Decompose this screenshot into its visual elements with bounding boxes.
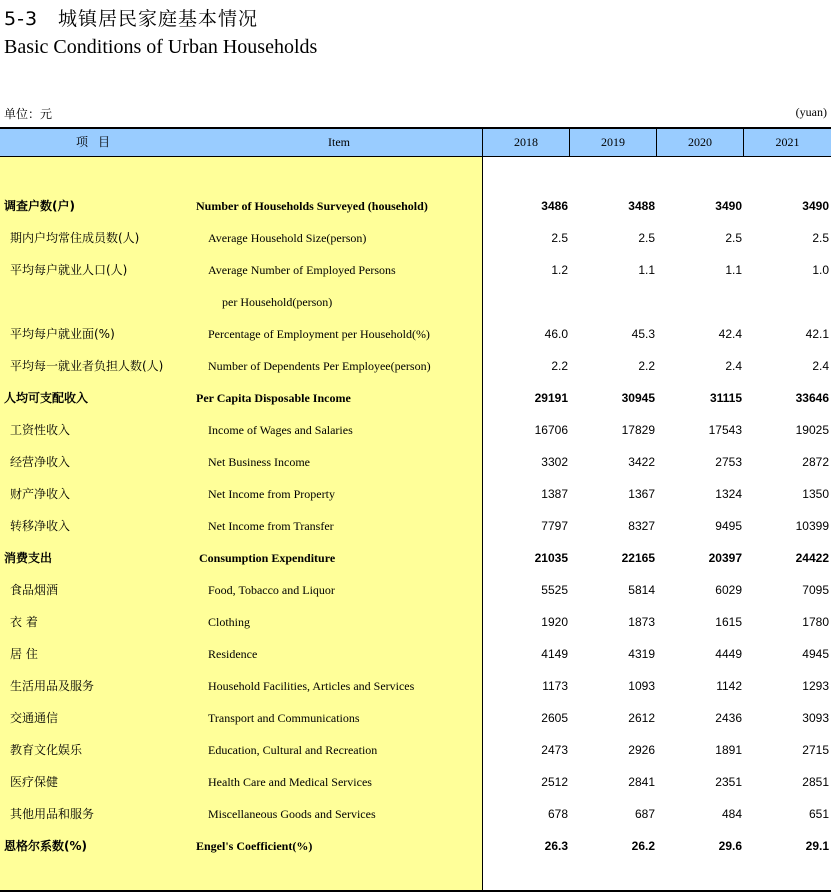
row-value-2021: 29.1 [805,839,829,853]
table-row [0,734,831,766]
unit-label-english: (yuan) [795,105,827,119]
table-row [0,702,831,734]
row-value-2020 [662,286,742,318]
row-value-2019: 2926 [628,743,655,757]
row-value-2019: 2612 [628,711,655,725]
row-value-2020: 42.4 [718,327,742,341]
row-value-2019: 5814 [628,583,655,597]
row-label-chinese: 工资性收入 [10,423,71,437]
row-value-2018: 21035 [534,551,568,565]
header-year-2019: 2019 [601,135,625,149]
row-label-chinese: 人均可支配收入 [4,391,89,405]
row-label-chinese: 其他用品和服务 [10,807,95,821]
table-row [0,638,831,670]
header-year-2021: 2021 [775,135,800,149]
row-label-english: Household Facilities, Articles and Services [208,679,415,693]
row-value-2018: 1387 [541,487,568,501]
row-label-english: Consumption Expenditure [199,551,336,565]
row-label-english: per Household(person) [222,295,333,309]
table-row [0,382,831,414]
row-value-2021: 10399 [795,519,829,533]
row-label-english: Number of Households Surveyed (household) [196,199,428,213]
row-label-english: Net Income from Property [208,487,335,501]
row-label-english: Transport and Communications [208,711,360,725]
row-label-chinese: 教育文化娱乐 [10,743,83,757]
row-value-2019: 30945 [621,391,655,405]
row-label-english: Net Business Income [208,455,310,469]
row-label-chinese: 食品烟酒 [10,583,59,597]
table-header [0,129,831,157]
table-row [0,222,831,254]
table-row [0,830,831,862]
row-label-english: Net Income from Transfer [208,519,334,533]
row-value-2019: 1367 [628,487,655,501]
table-row [0,318,831,350]
row-label-chinese: 衣 着 [10,615,38,629]
row-label-english: Per Capita Disposable Income [196,391,351,405]
row-label-english: Residence [208,647,258,661]
row-value-2019: 3422 [628,455,655,469]
row-value-2018: 3486 [541,199,568,213]
row-label-chinese: 平均每一就业者负担人数(人) [10,359,164,373]
table-row [0,670,831,702]
row-value-2021: 651 [808,807,829,821]
row-value-2020: 2.5 [725,231,742,245]
row-label-english: Percentage of Employment per Household(%) [208,327,430,341]
row-label-english: Engel's Coefficient(%) [196,839,313,853]
header-year-2018: 2018 [514,135,538,149]
table-row [0,606,831,638]
unit-label-chinese: 单位：元 [4,107,53,121]
row-value-2020: 1.1 [725,263,742,277]
row-value-2021: 1350 [802,487,829,501]
row-value-2020: 4449 [715,647,742,661]
row-value-2021: 1.0 [812,263,829,277]
row-label-english: Miscellaneous Goods and Services [208,807,376,821]
row-value-2020: 1142 [716,679,742,693]
row-value-2020: 2436 [715,711,742,725]
row-label-english: Average Number of Employed Persons [208,263,396,277]
table-title-english: Basic Conditions of Urban Households [4,36,318,58]
row-value-2018: 5525 [541,583,568,597]
row-value-2018: 7797 [541,519,568,533]
header-item-english: Item [328,135,350,149]
row-value-2021: 2.5 [812,231,829,245]
row-value-2018: 1920 [541,615,568,629]
row-value-2019: 8327 [628,519,655,533]
row-value-2018 [488,286,568,318]
table-row [0,510,831,542]
row-value-2021: 1780 [802,615,829,629]
table-row [0,798,831,830]
header-year-2020: 2020 [688,135,712,149]
table-row [0,766,831,798]
row-value-2021: 42.1 [805,327,829,341]
row-value-2020: 2753 [715,455,742,469]
row-value-2020: 1324 [715,487,742,501]
row-value-2019: 1093 [628,679,655,693]
row-label-english: Average Household Size(person) [208,231,367,245]
row-value-2018: 2.5 [551,231,568,245]
row-value-2019 [575,286,655,318]
table-row [0,478,831,510]
row-value-2021: 24422 [795,551,829,565]
row-value-2019: 2.5 [638,231,655,245]
row-label-chinese: 平均每户就业面(%) [10,327,115,341]
row-value-2018: 2605 [541,711,568,725]
row-value-2019: 687 [634,807,655,821]
row-value-2018: 2473 [541,743,568,757]
row-value-2018: 678 [547,807,568,821]
row-value-2020: 29.6 [718,839,742,853]
row-value-2018: 1.2 [551,263,568,277]
table-bottom-rule [0,890,831,892]
row-value-2019: 1873 [628,615,655,629]
row-value-2018: 1173 [542,679,568,693]
row-value-2018: 26.3 [544,839,568,853]
row-value-2020: 484 [721,807,742,821]
row-value-2021: 33646 [795,391,829,405]
table-row [0,574,831,606]
row-value-2019: 26.2 [631,839,655,853]
row-value-2021: 2.4 [812,359,829,373]
row-value-2020: 31115 [709,391,742,405]
row-value-2021: 19025 [795,423,829,437]
row-value-2019: 17829 [621,423,655,437]
table-row [0,286,831,318]
row-value-2019: 3488 [628,199,655,213]
row-value-2020: 1615 [715,615,742,629]
row-value-2018: 2512 [541,775,568,789]
row-label-chinese: 经营净收入 [10,455,71,469]
row-label-chinese: 医疗保健 [10,775,59,789]
table-title-chinese: 5-3 城镇居民家庭基本情况 [4,8,259,30]
row-value-2019: 1.1 [638,263,655,277]
row-label-chinese: 调查户数(户) [4,199,75,213]
table-row [0,414,831,446]
row-value-2021: 7095 [802,583,829,597]
row-value-2018: 3302 [541,455,568,469]
row-value-2021: 2872 [802,455,829,469]
row-label-chinese: 平均每户就业人口(人) [10,263,128,277]
row-label-english: Income of Wages and Salaries [208,423,353,437]
row-label-chinese: 居 住 [10,647,38,661]
row-value-2020: 9495 [715,519,742,533]
row-value-2021: 3490 [802,199,829,213]
row-value-2021: 2715 [802,743,829,757]
row-label-english: Health Care and Medical Services [208,775,372,789]
row-label-english: Number of Dependents Per Employee(person) [208,359,431,373]
row-value-2020: 6029 [715,583,742,597]
row-label-chinese: 期内户均常住成员数(人) [10,231,140,245]
row-value-2019: 4319 [628,647,655,661]
row-value-2020: 3490 [715,199,742,213]
row-value-2018: 29191 [534,391,568,405]
row-value-2019: 22165 [621,551,655,565]
header-item-chinese: 项目 [75,135,120,149]
row-value-2021: 1293 [802,679,829,693]
row-value-2021: 4945 [802,647,829,661]
table-row [0,190,831,222]
row-value-2021: 3093 [802,711,829,725]
table-row [0,446,831,478]
row-value-2018: 46.0 [544,327,568,341]
row-value-2020: 1891 [715,743,742,757]
row-value-2018: 2.2 [551,359,568,373]
row-value-2021 [749,286,829,318]
row-label-chinese: 财产净收入 [10,487,71,501]
table-row [0,542,831,574]
row-value-2020: 20397 [708,551,742,565]
row-value-2019: 45.3 [631,327,655,341]
row-value-2020: 17543 [708,423,742,437]
row-label-chinese: 转移净收入 [10,519,71,533]
row-value-2020: 2351 [715,775,742,789]
table-row [0,350,831,382]
row-label-chinese: 生活用品及服务 [10,679,95,693]
row-value-2018: 4149 [541,647,568,661]
row-value-2020: 2.4 [725,359,742,373]
row-value-2019: 2.2 [638,359,655,373]
row-label-chinese: 消费支出 [4,551,53,565]
row-value-2021: 2851 [802,775,829,789]
row-label-chinese: 交通通信 [10,711,59,725]
table-row [0,254,831,286]
row-value-2018: 16706 [534,423,568,437]
row-label-chinese: 恩格尔系数(%) [4,839,87,853]
row-value-2019: 2841 [628,775,655,789]
row-label-english: Education, Cultural and Recreation [208,743,378,757]
row-label-english: Clothing [208,615,251,629]
row-label-english: Food, Tobacco and Liquor [208,583,335,597]
